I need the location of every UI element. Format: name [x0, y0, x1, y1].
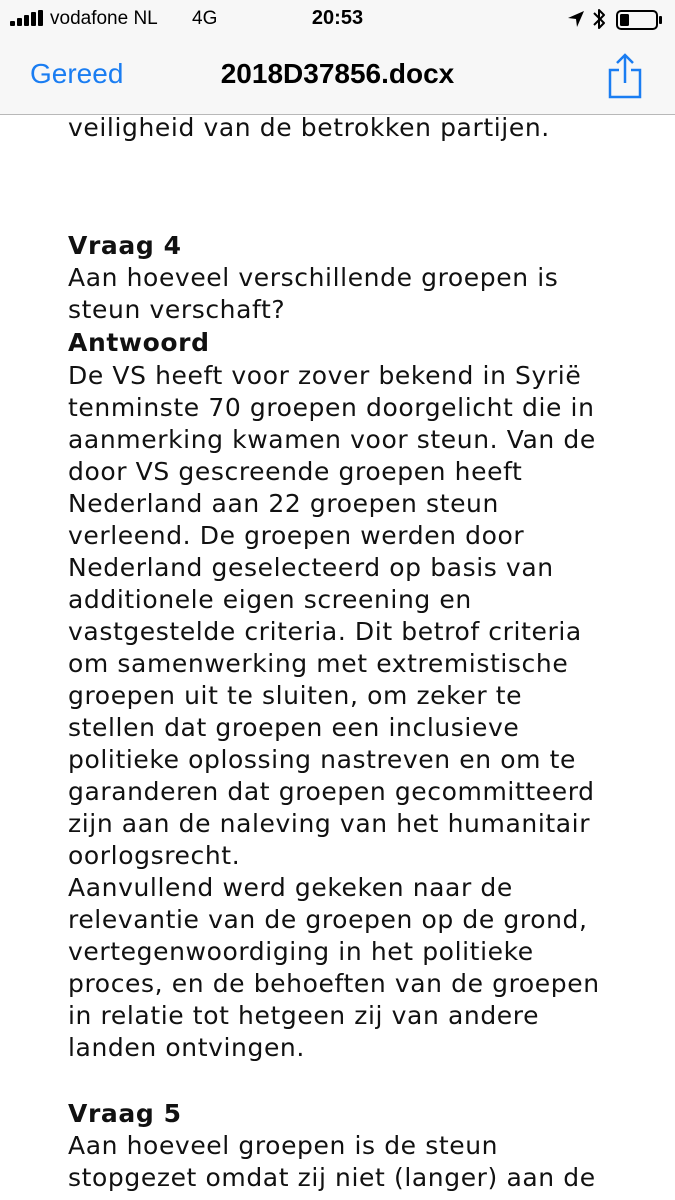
question-4-line: steun verschaft? [68, 295, 286, 324]
bluetooth-icon [592, 7, 606, 31]
answer-line: om samenwerking met extremistische [68, 649, 569, 678]
question-4-heading: Vraag 4 [68, 231, 182, 260]
cut-off-text-line: veiligheid van de betrokken partijen. [68, 115, 550, 142]
document-title: 2018D37856.docx [220, 58, 455, 89]
answer-line: Aanvullend werd gekeken naar de [68, 873, 513, 902]
answer-line: vertegenwoordiging in het politieke [68, 937, 534, 966]
answer-line: proces, en de behoeften van de groepen [68, 969, 600, 998]
answer-line: verleend. De groepen werden door [68, 521, 525, 550]
answer-line: vastgestelde criteria. Dit betrof criteria [68, 617, 582, 646]
answer-line: stellen dat groepen een inclusieve [68, 713, 520, 742]
share-icon[interactable] [606, 52, 644, 100]
done-button[interactable]: Gereed [30, 58, 124, 89]
answer-line: additionele eigen screening en [68, 585, 472, 614]
network-type: 4G [192, 8, 218, 29]
answer-line: landen ontvingen. [68, 1033, 305, 1062]
answer-line: Nederland geselecteerd op basis van [68, 553, 554, 582]
question-5-line: stopgezet omdat zij niet (langer) aan de [68, 1163, 596, 1192]
answer-line: aanmerking kwamen voor steun. Van de [68, 425, 596, 454]
question-5-line: Aan hoeveel groepen is de steun [68, 1131, 499, 1160]
battery-icon [616, 9, 664, 31]
answer-line: door VS gescreende groepen heeft [68, 457, 523, 486]
navigation-bar [0, 40, 675, 115]
answer-line: zijn aan de naleving van het humanitair [68, 809, 591, 838]
answer-line: De VS heeft voor zover bekend in Syrië [68, 361, 582, 390]
carrier-name: vodafone NL [50, 8, 158, 29]
question-5-heading: Vraag 5 [68, 1099, 182, 1128]
document-view[interactable] [0, 115, 675, 1200]
answer-heading: Antwoord [68, 328, 210, 357]
answer-line: oorlogsrecht. [68, 841, 241, 870]
answer-line: garanderen dat groepen gecommitteerd [68, 777, 595, 806]
location-arrow-icon [566, 9, 586, 29]
answer-line: in relatie tot hetgeen zij van andere [68, 1001, 540, 1030]
answer-line: groepen uit te sluiten, om zeker te [68, 681, 523, 710]
status-bar [0, 0, 675, 40]
question-4-line: Aan hoeveel verschillende groepen is [68, 263, 559, 292]
answer-line: Nederland aan 22 groepen steun [68, 489, 499, 518]
answer-line: politieke oplossing nastreven en om te [68, 745, 576, 774]
status-time: 20:53 [311, 7, 364, 29]
answer-line: tenminste 70 groepen doorgelicht die in [68, 393, 595, 422]
answer-line: relevantie van de groepen op de grond, [68, 905, 588, 934]
